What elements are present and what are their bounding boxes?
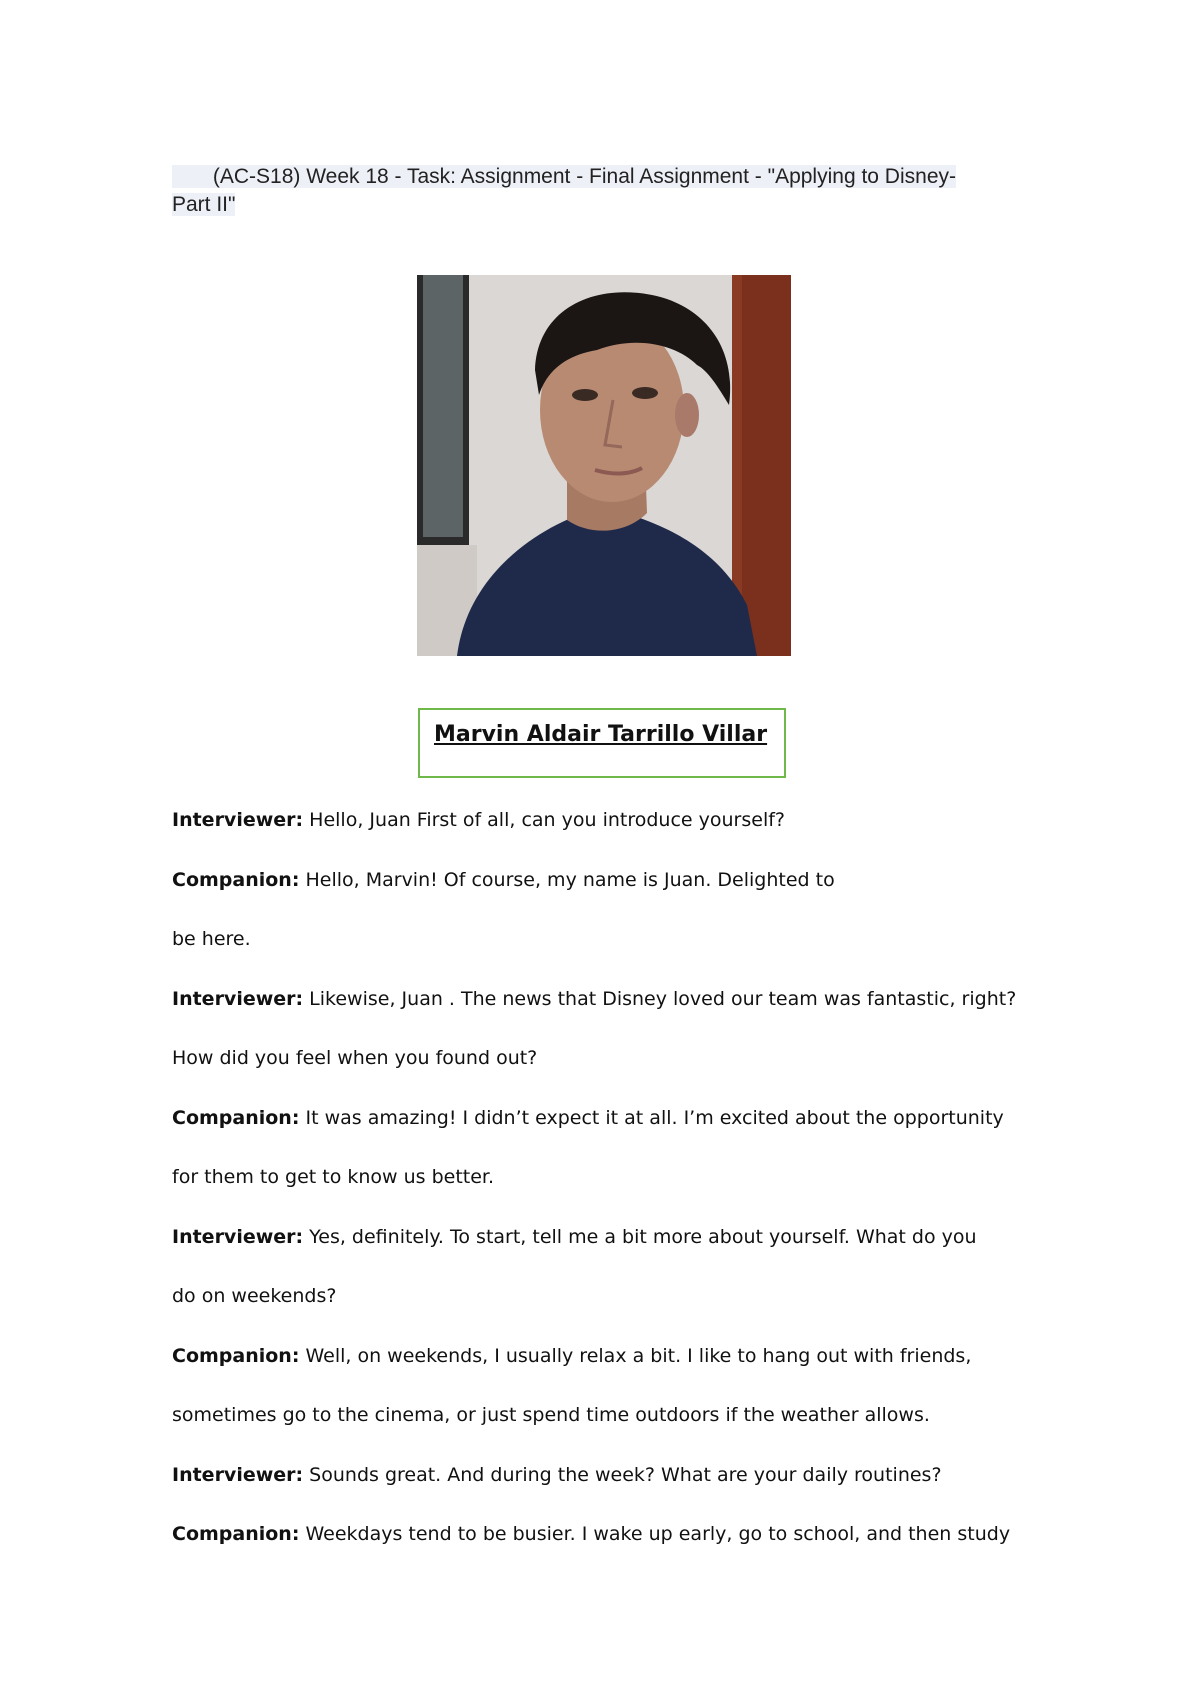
speaker-label: Interviewer: xyxy=(172,1463,304,1486)
dialogue-text: sometimes go to the cinema, or just spend time outdoors if the weather allows. xyxy=(172,1404,930,1426)
student-name: Marvin Aldair Tarrillo Villar xyxy=(434,722,768,747)
dialogue-line xyxy=(172,1157,1052,1217)
dialogue-text: It was amazing! I didn’t expect it at all. I’m excited about the opportunity xyxy=(299,1106,1004,1129)
dialogue-line xyxy=(172,1395,1052,1455)
name-box xyxy=(418,708,786,778)
dialogue-text: be here. xyxy=(172,928,251,950)
heading-line-1: (AC-S18) Week 18 - Task: Assignment - Final Assignment - "Applying to Disney- xyxy=(212,165,956,188)
profile-photo-illustration xyxy=(417,275,791,656)
dialogue-text: Hello, Juan First of all, can you introduce yourself? xyxy=(303,809,785,831)
dialogue-line xyxy=(172,1217,1052,1277)
speaker-label: Interviewer: xyxy=(172,987,304,1010)
speaker-label: Companion: xyxy=(172,868,300,891)
dialogue-text: for them to get to know us better. xyxy=(172,1166,495,1188)
dialogue-line xyxy=(172,1098,1052,1158)
dialogue-text: Hello, Marvin! Of course, my name is Juan. Delighted to xyxy=(299,868,835,891)
dialogue-line xyxy=(172,1276,1052,1336)
profile-photo xyxy=(417,275,791,656)
dialogue-line xyxy=(172,1514,1052,1574)
interview-dialogue xyxy=(172,800,1052,1574)
dialogue-text: Sounds great. And during the week? What are your daily routines? xyxy=(303,1463,942,1486)
document-heading xyxy=(172,163,1012,219)
speaker-label: Companion: xyxy=(172,1106,300,1129)
dialogue-text: Well, on weekends, I usually relax a bit. I like to hang out with friends, xyxy=(299,1344,972,1367)
dialogue-text: Yes, definitely. To start, tell me a bit more about yourself. What do you xyxy=(303,1225,977,1248)
dialogue-line xyxy=(172,860,1052,920)
dialogue-line xyxy=(172,919,1052,979)
dialogue-line xyxy=(172,1336,1052,1396)
dialogue-line xyxy=(172,979,1052,1039)
dialogue-text: Likewise, Juan . The news that Disney loved our team was fantastic, right? xyxy=(303,987,1017,1010)
dialogue-line xyxy=(172,1038,1052,1098)
heading-line-2: Part II" xyxy=(172,193,236,216)
dialogue-text: How did you feel when you found out? xyxy=(172,1047,538,1069)
dialogue-line xyxy=(172,800,1052,860)
speaker-label: Companion: xyxy=(172,1344,300,1367)
speaker-label: Companion: xyxy=(172,1523,300,1545)
speaker-label: Interviewer: xyxy=(172,809,304,831)
dialogue-text: do on weekends? xyxy=(172,1285,337,1307)
dialogue-text: Weekdays tend to be busier. I wake up early, go to school, and then study xyxy=(299,1523,1011,1545)
dialogue-line xyxy=(172,1455,1052,1515)
speaker-label: Interviewer: xyxy=(172,1225,304,1248)
